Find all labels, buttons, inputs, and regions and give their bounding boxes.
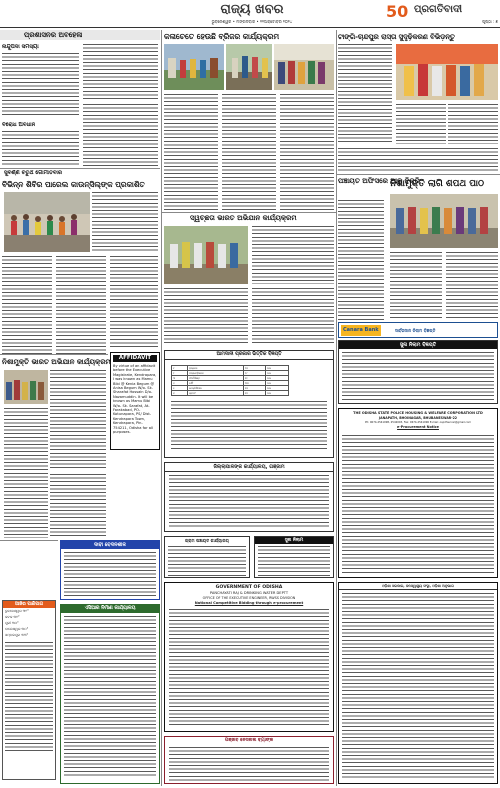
side-box-line-4: ବାଲେଶ୍ୱର ୩୦°	[5, 627, 29, 631]
dateline: ଭୁବନେଶ୍ୱର • ମଙ୍ଗଳବାର • ୨୨ଅକ୍ଟୋବର ୨୦୨୪	[211, 19, 293, 24]
table-cell: ୨୯	[243, 371, 265, 376]
headline-8: ପଞ୍ଚାୟତ ଅଫିସରେ ଆଳୁ ବିକ୍ରି	[338, 177, 420, 185]
section-rule	[162, 212, 336, 213]
police-housing-sub: Ph: 0674-2541998, 2542003, Fax: 0674-2541996 E-mail: ospdhwccel@gmail.com	[365, 420, 471, 424]
sunaspace-ad	[254, 536, 334, 578]
district-notice-body	[169, 475, 329, 529]
canara-ad	[338, 322, 498, 338]
article-3-body-a	[338, 44, 392, 144]
table-row	[172, 391, 289, 396]
nirman-ad-body	[64, 616, 156, 778]
table-cell: ୬	[172, 391, 188, 396]
article-1-body-col2	[83, 44, 158, 100]
table-cell: ଦାଳ	[265, 386, 288, 391]
article-1-body	[2, 53, 79, 118]
article-7-body-c	[110, 256, 158, 348]
govt-ad-title: GOVERNMENT OF ODISHA	[215, 585, 283, 590]
section-rule	[0, 354, 108, 355]
table-ad-title: ଆମଦାନୀ ପ୍ରକାର ଭିତ୍ତିକ ବିଜ୍ଞପ୍ତି	[165, 351, 333, 360]
table-cell: ଟେକ୍ନିସିଆନ	[188, 386, 244, 391]
column-rule	[161, 30, 162, 786]
headline-4: ବିରୋଧ ଅବଧାନ	[2, 122, 36, 128]
side-box-body	[5, 642, 53, 752]
article-2-body-c	[280, 94, 334, 210]
punjab-bank-ad	[164, 736, 334, 784]
headline-9: ନିଶାମୁକ୍ତି ଲାଗି ଶପଥ ପାଠ	[390, 179, 485, 189]
gram-ad-body	[168, 546, 246, 576]
govt-ad-sub: PANCHAYATI RAJ & DRINKING WATER DEPTT	[209, 591, 289, 595]
page-label: ପୃଷ୍ଠା : ୭	[482, 19, 498, 24]
road-photo	[396, 44, 498, 100]
article-7-body	[92, 192, 158, 252]
affidavit-text: By virtue of an affidavit before the Executive Magistrate, Kendrapara, I was known as Mamu Bibi @ Kenia Begum @ Anisa Begum W/o- Sk. Sharafat Hossain D/o- Nazamuddin. It will be known as Mamu Bibi W/o- Sk. Sarafat, At-Farakabad, PO-Kotunapara, PS/ Dist- Kendrapara Town, Kendrapara, Pin- 754211, Odisha for all purposes.	[113, 364, 157, 435]
nirman-ad-title: ଏସିଆର ନିର୍ମାଣ କାର୍ଯ୍ୟାଳୟ	[61, 605, 159, 613]
bridge-photo	[164, 44, 224, 90]
anniversary-number: 50	[386, 2, 409, 21]
table-cell: ଡ଼ାକ୍ତର	[188, 366, 244, 371]
sms-ad-title: ଦାବୀ ବେଦନଶୀଳ	[61, 541, 159, 549]
side-box-line-2: କଟକ ୩୧°	[5, 615, 20, 619]
table-cell: ନର୍ସିଂ	[188, 381, 244, 386]
police-housing-notice: e-Procurement Notice	[397, 424, 439, 429]
headline-1: ନାନ୍ଦୁପଦା ସମସ୍ୟା	[2, 44, 39, 50]
article-4-body-col2	[83, 104, 158, 167]
bridge-photo-2-image	[226, 44, 272, 90]
pledge-photo-2-image	[390, 194, 498, 248]
article-3-body-b	[396, 104, 446, 144]
article-2-body-b	[222, 94, 276, 210]
table-cell: ୪	[172, 381, 188, 386]
side-box	[2, 600, 56, 780]
article-10-body-c	[50, 474, 106, 538]
govt-ad-notice: National Competitive Bidding through e-procurement	[194, 601, 304, 605]
police-housing-ad	[338, 408, 498, 578]
govt-ad-office: OFFICE OF THE EXECUTIVE ENGINEER, RWSS DIVISION	[202, 596, 296, 600]
table-cell: ୫	[172, 386, 188, 391]
table-cell: ୧୧	[243, 376, 265, 381]
table-cell: ଷ୍ଟାଫ	[188, 391, 244, 396]
police-housing-body	[342, 435, 494, 573]
headline-2: କଳାଚେତେ ହେଉଛି ବ୍ରିଜର କାର୍ଯ୍ୟକ୍ରମ	[164, 32, 280, 41]
table-cell: ପାରାମେଡ଼ିକାଲ	[188, 371, 244, 376]
bridge-photo-image	[164, 44, 224, 90]
district-notice	[164, 462, 334, 532]
paper-name: ପ୍ରଗତିବାଦୀ	[414, 4, 463, 15]
canara-title: ସାର୍ବଜନୀନ ନିଲାମ ବିଜ୍ଞପ୍ତି	[395, 328, 436, 333]
table-ad	[164, 350, 334, 458]
table-cell: ୨	[172, 371, 188, 376]
camp-photo-image	[4, 192, 90, 252]
side-box-line-5: ସମ୍ବଲପୁର ୩୩°	[5, 633, 29, 637]
bridge-photo-3-image	[274, 44, 334, 90]
district-notice-title: ଜିଲ୍ଲାପାଳଙ୍କ କାର୍ଯ୍ୟାଳୟ, ଗଞ୍ଜାମ	[165, 463, 333, 472]
table-cell: ଫାର୍ମାସିଷ୍ଟ	[188, 376, 244, 381]
gold-notice-body	[342, 352, 494, 402]
article-7-body-a	[2, 256, 52, 356]
side-box-line-1: ଭୁବନେଶ୍ୱର ୩୨°	[5, 609, 29, 613]
punjab-bank-body	[169, 747, 329, 781]
table-cell: ୨୦	[243, 366, 265, 371]
govt-ad	[164, 582, 334, 732]
canara-logo: Canara Bank	[341, 325, 381, 336]
side-box-title: ଆଜିର ପାଣିପାଗ	[3, 601, 55, 608]
gram-ad-title: ଗ୍ରାମ ପଞ୍ଚାୟତ କାର୍ଯ୍ୟାଳୟ	[185, 538, 229, 543]
swachh-photo-image	[164, 226, 248, 284]
sunaspace-ad-title: ସୁନା ନିଲାମ	[255, 537, 333, 544]
article-5-body-b	[164, 288, 248, 344]
headline-7: ବିଭିନ୍ନ ଶିବିର ପାରେଲ କାଉନ୍ସିଲ୍ଙ୍କ ପ୍ରକାଶିତ	[2, 180, 145, 189]
odia-govt-ad	[338, 582, 498, 784]
odia-govt-title: ଓଡ଼ିଶା ସରକାର, ଜନସ୍ୱାସ୍ଥ୍ୟ ସଂସ୍ଥା, ଓଡ଼ିଶା ଅନୁଭାଗ	[339, 583, 497, 590]
table-ad-notes	[171, 401, 327, 451]
article-9-body-b	[446, 252, 498, 318]
section-rule	[337, 174, 500, 175]
gram-ad	[164, 536, 250, 578]
article-8-body	[338, 200, 384, 320]
table-cell: ୧୭	[243, 391, 265, 396]
gold-notice	[338, 340, 498, 404]
sms-ad	[60, 540, 160, 600]
table-cell: ୧୦	[243, 386, 265, 391]
police-housing-address: JANAPATH, BHOINAGAR, BHUBANESWAR-22	[378, 416, 458, 420]
table-cell: ଦାଳ	[265, 366, 288, 371]
top-strip-headline: ପ୍ରଶାସନର ଅବହେଳା	[24, 31, 83, 39]
headline-6: ସୁବର୍ଣ୍ଣ ଚତୁର୍ଥ ଗୋମୀତବାର	[4, 170, 63, 176]
sunaspace-ad-body	[258, 546, 330, 576]
anniversary-logo	[386, 1, 416, 23]
masthead	[0, 0, 500, 28]
article-3-body-d	[338, 148, 498, 172]
article-2-body-a	[164, 94, 218, 210]
table-cell: ୧	[172, 366, 188, 371]
article-10-body-a	[50, 370, 106, 470]
affidavit-ad	[110, 352, 160, 450]
vacancy-table	[171, 365, 289, 396]
article-5-body-c	[252, 288, 334, 344]
swachh-photo	[164, 226, 248, 284]
table-cell: ଦାଳ	[265, 391, 288, 396]
section-title: ରାଜ୍ୟ ଖବର	[220, 2, 284, 17]
bridge-photo-3	[274, 44, 334, 90]
section-rule	[0, 540, 58, 541]
road-photo-image	[396, 44, 498, 100]
headline-5: ସ୍ୱଚ୍ଛତା ଭାରତ ଅଭିଯାନ କାର୍ଯ୍ୟକ୍ରମ	[190, 214, 297, 222]
punjab-bank-title: ପଞ୍ଜାବ ନେସନାଲ ବ୍ୟାଙ୍କ	[224, 738, 274, 743]
nirman-ad	[60, 604, 160, 784]
table-cell: ଦାଳ	[265, 381, 288, 386]
gold-notice-title: ସୁନା ନିଲାମ ବିଜ୍ଞପ୍ତି	[339, 341, 497, 349]
article-10-body-b	[4, 408, 48, 538]
column-rule	[336, 30, 337, 786]
headline-3: ଟାଙ୍ଗି-ଚାନ୍ଦପୁର ରାସ୍ତା ସୁଦୃଢ଼ିକରଣ ବିଭିଡ଼ନ୍ତୁ	[338, 33, 455, 41]
pledge-photo-2	[390, 194, 498, 248]
affidavit-title: AFFIDAVIT	[113, 355, 157, 362]
odia-govt-body	[342, 593, 494, 779]
section-rule	[0, 168, 160, 169]
pledge-photo-image	[4, 370, 48, 404]
table-cell: ଦାଳ	[265, 376, 288, 381]
pledge-photo	[4, 370, 48, 404]
police-housing-title: THE ODISHA STATE POLICE HOUSING & WELFARE CORPORATION LTD	[353, 411, 483, 415]
article-4-body	[2, 131, 79, 167]
camp-photo	[4, 192, 90, 252]
article-3-body-c	[448, 104, 498, 144]
table-cell: ୩୦	[243, 381, 265, 386]
table-cell: ୩	[172, 376, 188, 381]
top-strip	[0, 30, 160, 40]
side-box-line-3: ପୁରୀ ୩୦°	[5, 621, 19, 625]
bridge-photo-2	[226, 44, 272, 90]
table-cell: ଦାଳ	[265, 371, 288, 376]
headline-10: ନିଶାମୁକ୍ତି ଭାରତ ଅଭିଯାନ କାର୍ଯ୍ୟକ୍ରମ	[2, 358, 111, 366]
article-9-body-a	[390, 252, 442, 318]
sms-ad-body	[64, 552, 156, 596]
article-5-body-a	[252, 226, 334, 284]
article-7-body-b	[56, 256, 106, 356]
govt-ad-body	[169, 609, 329, 727]
